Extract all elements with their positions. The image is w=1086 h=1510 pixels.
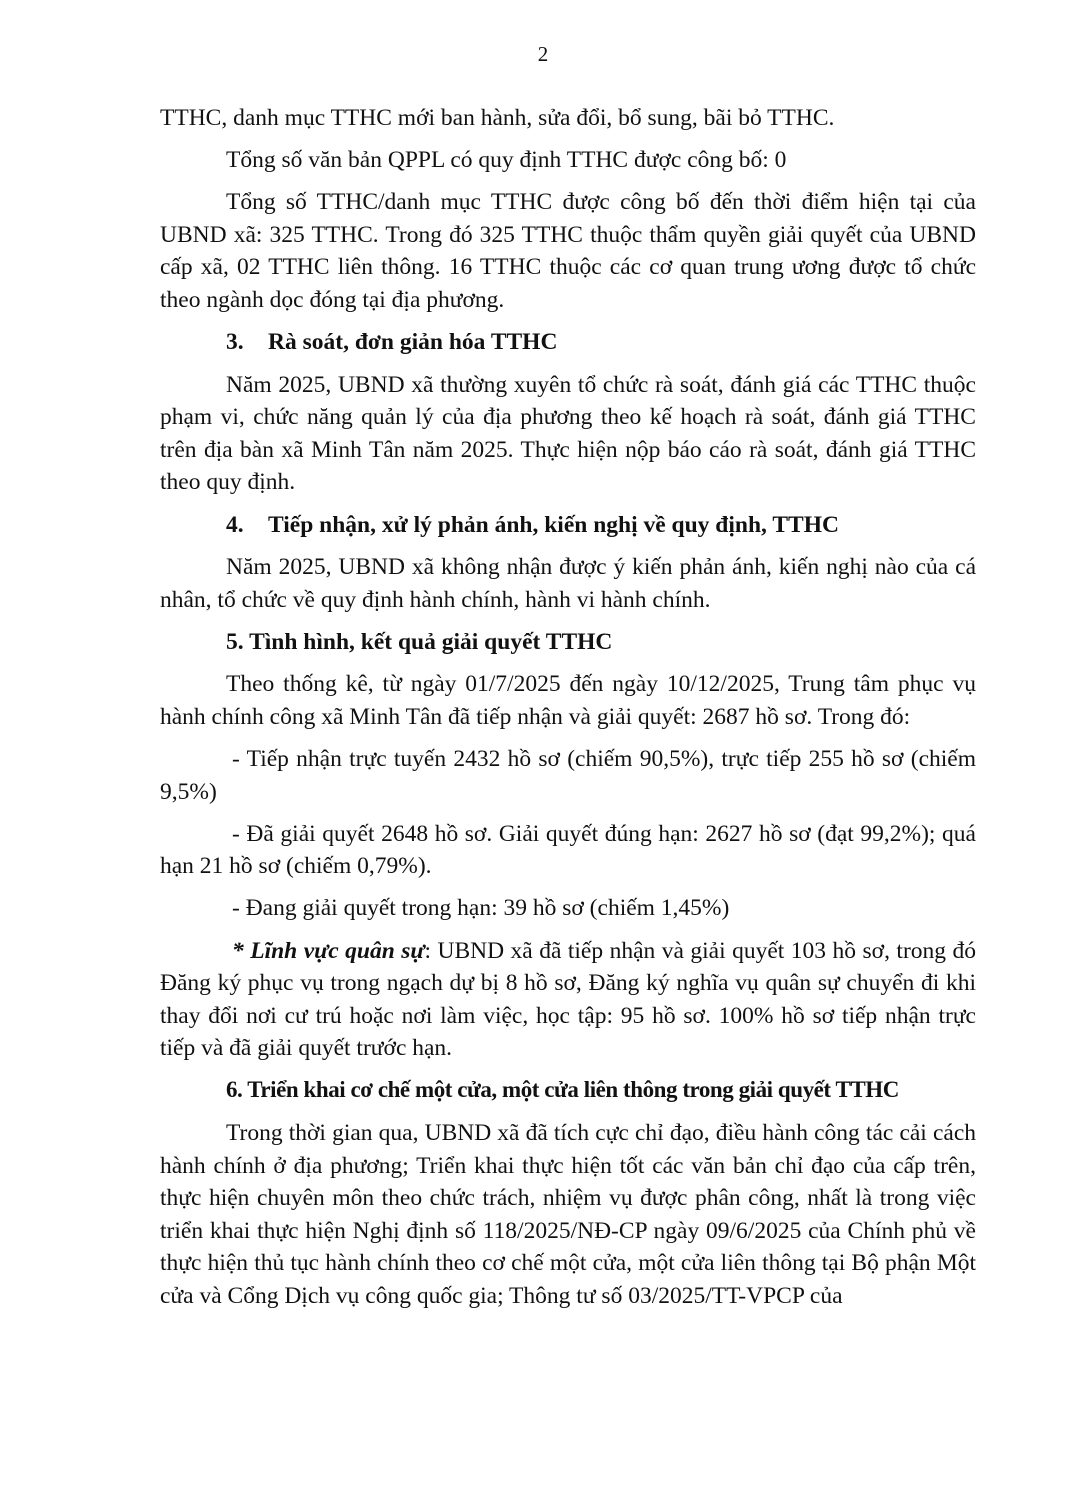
section-5-bullet-pending: - Đang giải quyết trong hạn: 39 hồ sơ (chiếm 1,45%) bbox=[232, 895, 730, 922]
paragraph-qppl-count: Tổng số văn bản QPPL có quy định TTHC được công bố: 0 bbox=[226, 147, 787, 174]
paragraph-tthc-total: Tổng số TTHC/danh mục TTHC được công bố đến thời điểm hiện tại của UBND xã: 325 TTHC. Trong đó 325 TTHC thuộc thẩm quyền giải quyết của UBND cấp xã, 02 TTHC liên thông. 16 TTHC thuộc các cơ quan trung ương được tổ chức theo ngành dọc đóng tại địa phương. bbox=[160, 189, 976, 313]
section-6-heading: 6. Triển khai cơ chế một cửa, một cửa liên thông trong giải quyết TTHC bbox=[226, 1077, 899, 1103]
section-5-text: Theo thống kê, từ ngày 01/7/2025 đến ngày 10/12/2025, Trung tâm phục vụ hành chính công xã Minh Tân đã tiếp nhận và giải quyết: 2687 hồ sơ. Trong đó: bbox=[160, 671, 976, 730]
section-6-text: Trong thời gian qua, UBND xã đã tích cực chỉ đạo, điều hành công tác cải cách hành chính ở địa phương; Triển khai thực hiện tốt các văn bản chỉ đạo của cấp trên, thực hiện chuyên môn theo chức trách, nhiệm vụ được phân công, nhất là trong việc triển khai thực hiện Nghị định số 118/2025/NĐ-CP ngày 09/6/2025 của Chính phủ về thực hiện thủ tục hành chính theo cơ chế một cửa, một cửa liên thông tại Bộ phận Một cửa và Cổng Dịch vụ công quốc gia; Thông tư số 03/2025/TT-VPCP của bbox=[160, 1120, 976, 1309]
section-3-heading bbox=[160, 326, 976, 359]
military-text: : UBND xã đã tiếp nhận và giải quyết 103 hồ sơ, trong đó Đăng ký phục vụ trong ngạch dự bị 8 hồ sơ, Đăng ký nghĩa vụ quân sự chuyển đi khi thay đổi nơi cư trú hoặc nơi làm việc, học tập: 95 hồ sơ. 100% hồ sơ tiếp nhận trực tiếp và đã giải quyết trước hạn. bbox=[160, 937, 977, 1062]
page-number: 2 bbox=[537, 42, 549, 66]
section-4-number: 4. bbox=[226, 511, 244, 538]
paragraph-continuation: TTHC, danh mục TTHC mới ban hành, sửa đổi, bổ sung, bãi bỏ TTHC. bbox=[160, 105, 835, 131]
section-5-heading: 5. Tình hình, kết quả giải quyết TTHC bbox=[226, 628, 613, 655]
section-3-number: 3. bbox=[226, 329, 244, 356]
section-5-bullet-received: - Tiếp nhận trực tuyến 2432 hồ sơ (chiếm 90,5%), trực tiếp 255 hồ sơ (chiếm 9,5%) bbox=[160, 746, 976, 805]
section-5-military-paragraph bbox=[160, 935, 976, 1065]
section-4-heading bbox=[160, 509, 976, 542]
document-body bbox=[160, 102, 976, 1322]
section-4-text: Năm 2025, UBND xã không nhận được ý kiến phản ánh, kiến nghị nào của cá nhân, tổ chức về quy định hành chính, hành vi hành chính. bbox=[160, 554, 976, 613]
section-4-title: Tiếp nhận, xử lý phản ánh, kiến nghị về quy định, TTHC bbox=[268, 511, 839, 538]
military-lead: * Lĩnh vực quân sự bbox=[232, 937, 425, 964]
section-3-title: Rà soát, đơn giản hóa TTHC bbox=[268, 329, 558, 356]
section-3-text: Năm 2025, UBND xã thường xuyên tổ chức rà soát, đánh giá các TTHC thuộc phạm vi, chức năng quản lý của địa phương theo kế hoạch rà soát, đánh giá TTHC trên địa bàn xã Minh Tân năm 2025. Thực hiện nộp báo cáo rà soát, đánh giá TTHC theo quy định. bbox=[160, 371, 976, 496]
section-5-bullet-resolved: - Đã giải quyết 2648 hồ sơ. Giải quyết đúng hạn: 2627 hồ sơ (đạt 99,2%); quá hạn 21 hồ sơ (chiếm 0,79%). bbox=[160, 820, 976, 880]
